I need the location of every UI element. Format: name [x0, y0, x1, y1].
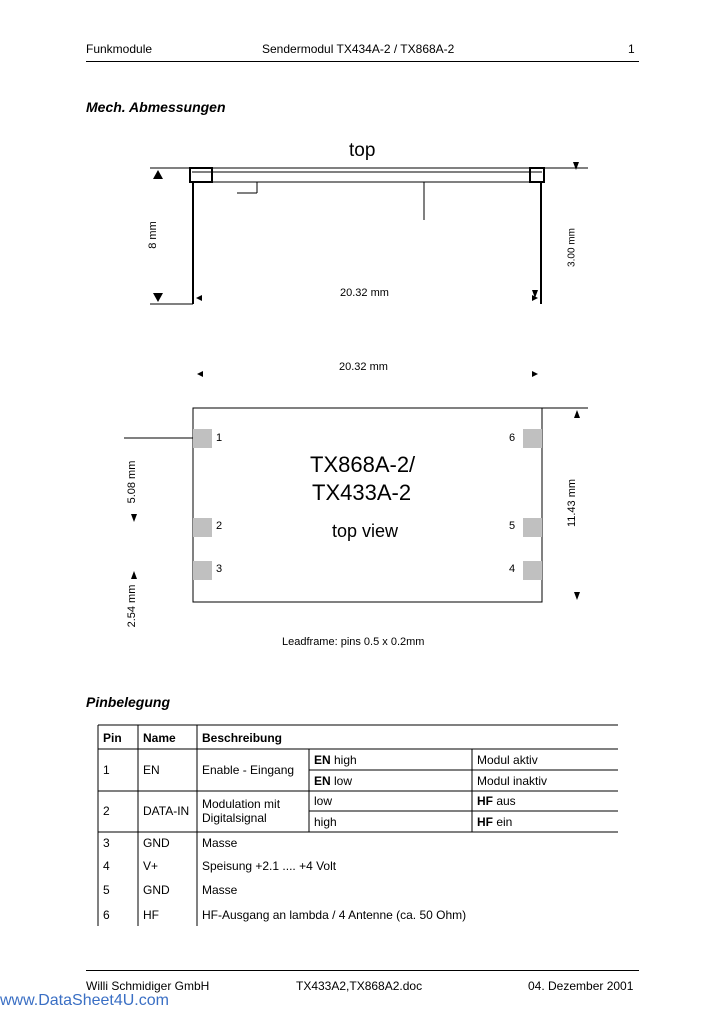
footer-date: 04. Dezember 2001 — [528, 979, 634, 993]
table-row-1-name: EN — [143, 763, 160, 777]
table-header-pin: Pin — [103, 731, 122, 745]
table-row-2-description-line-2: Digitalsignal — [202, 811, 267, 825]
pin-pitch-label: 5.08 mm — [126, 460, 138, 504]
table-row-1-pin: 1 — [103, 763, 110, 777]
footer-filename: TX433A2,TX868A2.doc — [296, 979, 423, 993]
table-row-4-name: V+ — [143, 859, 159, 873]
table-row-2-description-line-1: Modulation mit — [202, 797, 281, 811]
side-view-width-label: 20.32 mm — [340, 287, 389, 299]
top-view-height-label: 11.43 mm — [566, 478, 578, 528]
footer-rule — [86, 970, 639, 971]
pin-label-5: 5 — [509, 520, 516, 532]
table-header-name: Name — [143, 731, 176, 745]
table-row-2-state-high: high — [314, 815, 337, 829]
table-row-4-description: Speisung +2.1 .... +4 Volt — [202, 859, 337, 873]
table-header-description: Beschreibung — [202, 731, 283, 745]
table-row-2-name: DATA-IN — [143, 804, 190, 818]
pin-label-1: 1 — [216, 432, 223, 444]
pin-label-2: 2 — [216, 520, 223, 532]
section-title-mech: Mech. Abmessungen — [86, 99, 226, 115]
header-left: Funkmodule — [86, 42, 153, 56]
watermark-link[interactable]: www.DataSheet4U.com — [0, 992, 169, 1009]
table-row-5-name: GND — [143, 883, 170, 897]
top-view-caption: top view — [332, 521, 399, 541]
table-row-3-pin: 3 — [103, 836, 110, 850]
footer-company: Willi Schmidiger GmbH — [86, 979, 210, 993]
table-row-3-name: GND — [143, 836, 170, 850]
table-row-1-result-high: Modul aktiv — [477, 753, 538, 767]
header-center: Sendermodul TX434A-2 / TX868A-2 — [262, 42, 455, 56]
model-name-line-2: TX433A-2 — [312, 480, 412, 505]
pin-label-3: 3 — [216, 563, 223, 575]
table-row-3-description: Masse — [202, 836, 238, 850]
table-row-1-result-low: Modul inaktiv — [477, 774, 548, 788]
side-view-height-label: 8 mm — [147, 221, 159, 249]
table-row-6-pin: 6 — [103, 908, 110, 922]
table-row-2-state-low: low — [314, 794, 333, 808]
table-row-6-name: HF — [143, 908, 159, 922]
page-number: 1 — [628, 42, 635, 56]
pin-label-4: 4 — [509, 563, 516, 575]
side-view-top-label: top — [349, 140, 376, 161]
table-row-4-pin: 4 — [103, 859, 110, 873]
table-row-2-result-high: HF ein — [477, 815, 513, 829]
leadframe-note: Leadframe: pins 0.5 x 0.2mm — [282, 636, 425, 648]
side-view-pin-length-label: 3.00 mm — [566, 228, 578, 267]
top-view-width-label: 20.32 mm — [339, 361, 388, 373]
table-row-2-pin: 2 — [103, 804, 110, 818]
pin-label-6: 6 — [509, 432, 516, 444]
table-row-6-description: HF-Ausgang an lambda / 4 Antenne (ca. 50 Ohm) — [202, 908, 467, 922]
table-row-1-state-low: EN low — [314, 774, 353, 788]
section-title-pins: Pinbelegung — [86, 694, 170, 710]
model-name-line-1: TX868A-2/ — [310, 452, 416, 477]
pin-spacing-label: 2.54 mm — [126, 584, 138, 628]
table-row-5-description: Masse — [202, 883, 238, 897]
table-row-1-state-high: EN high — [314, 753, 357, 767]
table-row-2-result-low: HF aus — [477, 794, 516, 808]
table-row-1-description: Enable - Eingang — [202, 763, 295, 777]
table-row-5-pin: 5 — [103, 883, 110, 897]
